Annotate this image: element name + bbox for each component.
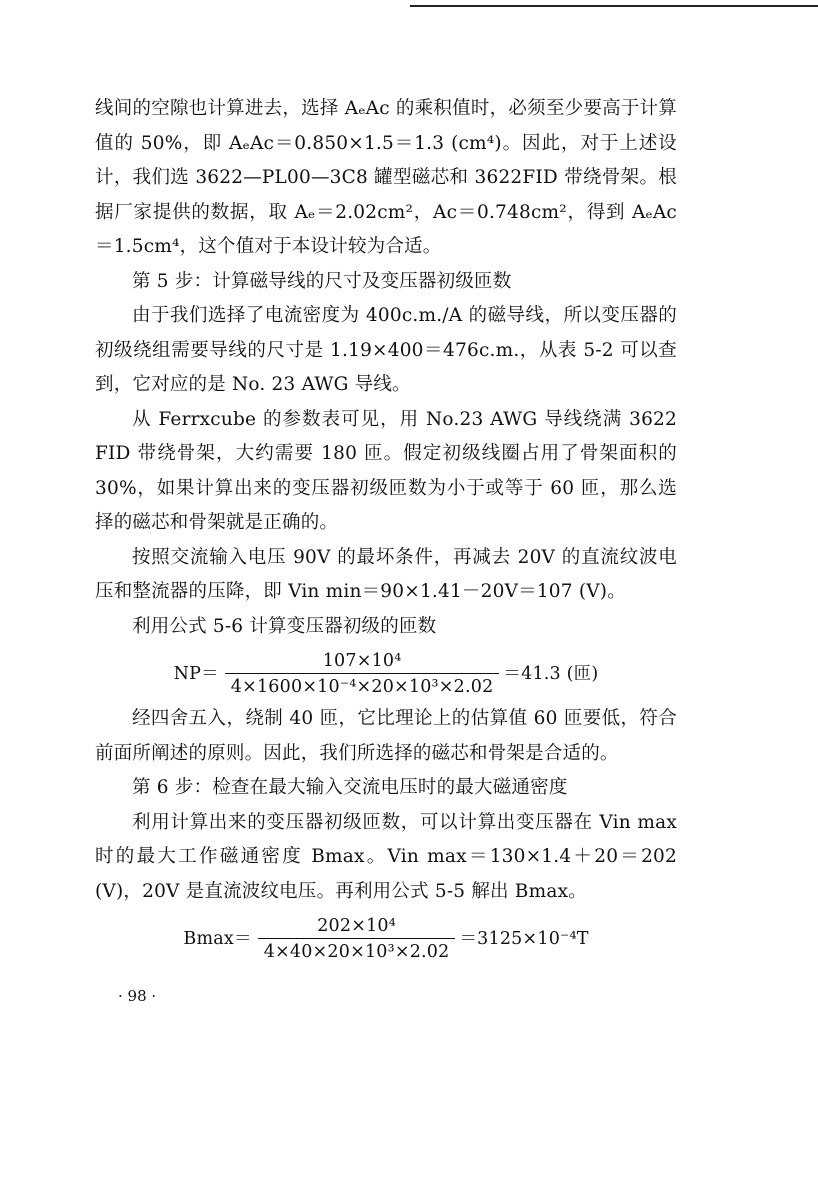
paragraph-ae-ac-selection: 线间的空隙也计算进去，选择 AₑAc 的乘积值时，必须至少要高于计算值的 50%，即 AₑAc＝0.850×1.5＝1.3 (cm⁴)。因此，对于上述设计，我们选 3622—PL00—3C8 罐型磁芯和 3622FID 带绕骨架。根据厂家提供的数据，取 Aₑ＝2.02cm²，Ac＝0.748cm²，得到 AₑAc＝1.5cm⁴，这个值对于本设计较为合适。: [95, 98, 677, 257]
formula-1-numerator: 107×10⁴: [322, 651, 402, 671]
paragraph-rounding: 经四舍五入，绕制 40 匝，它比理论上的估算值 60 匝要低，符合前面所阐述的原则。因此，我们所选择的磁芯和骨架是合适的。: [95, 708, 677, 764]
formula-2-fraction: [258, 915, 456, 963]
formula-2-numerator: 202×10⁴: [317, 916, 396, 936]
formula-1-lhs: NP＝: [173, 663, 219, 684]
step-5-heading: 第 5 步：计算磁导线的尺寸及变压器初级匝数: [132, 270, 512, 292]
paragraph-vin-min: 按照交流输入电压 90V 的最坏条件，再减去 20V 的直流纹波电压和整流器的压降，即 Vin min＝90×1.41－20V＝107 (V)。: [95, 546, 677, 602]
page-number: · 98 ·: [118, 987, 157, 1005]
paragraph-formula-5-6: 利用公式 5-6 计算变压器初级的匝数: [132, 615, 437, 637]
paragraph-bobbin-turns: 从 Ferrxcube 的参数表可见，用 No.23 AWG 导线绕满 3622 FID 带绕骨架，大约需要 180 匝。假定初级线圈占用了骨架面积的 30%，如果计算出来的变压器初级匝数为小于或等于 60 匝，那么选择的磁芯和骨架就是正确的。: [95, 408, 677, 533]
formula-bmax: [95, 915, 677, 963]
formula-1-denominator: 4×1600×10⁻⁴×20×10³×2.02: [225, 673, 500, 698]
formula-2-rhs: ＝3125×10⁻⁴T: [459, 928, 589, 949]
formula-2-denominator: 4×40×20×10³×2.02: [258, 938, 456, 963]
formula-1-fraction: [225, 650, 500, 698]
step-6-heading: 第 6 步：检查在最大输入交流电压时的最大磁通密度: [132, 777, 568, 798]
paragraph-bmax: 利用计算出来的变压器初级匝数，可以计算出变压器在 Vin max时的最大工作磁通密度 Bmax。Vin max＝130×1.4＋20＝202 (V)，20V 是直流波纹电压。再利用公式 5-5 解出 Bmax。: [95, 811, 677, 902]
page-body: [95, 92, 677, 967]
header-rule-left: [410, 5, 655, 7]
formula-1-rhs: ＝41.3 (匝): [503, 663, 599, 684]
formula-primary-turns: [95, 650, 677, 698]
paragraph-wire-size: 由于我们选择了电流密度为 400c.m./A 的磁导线，所以变压器的初级绕组需要导线的尺寸是 1.19×400＝476c.m.，从表 5-2 可以查到，它对应的是 No. 23 AWG 导线。: [95, 305, 677, 395]
header-rule-right: [640, 5, 818, 7]
formula-2-lhs: Bmax＝: [183, 928, 252, 949]
